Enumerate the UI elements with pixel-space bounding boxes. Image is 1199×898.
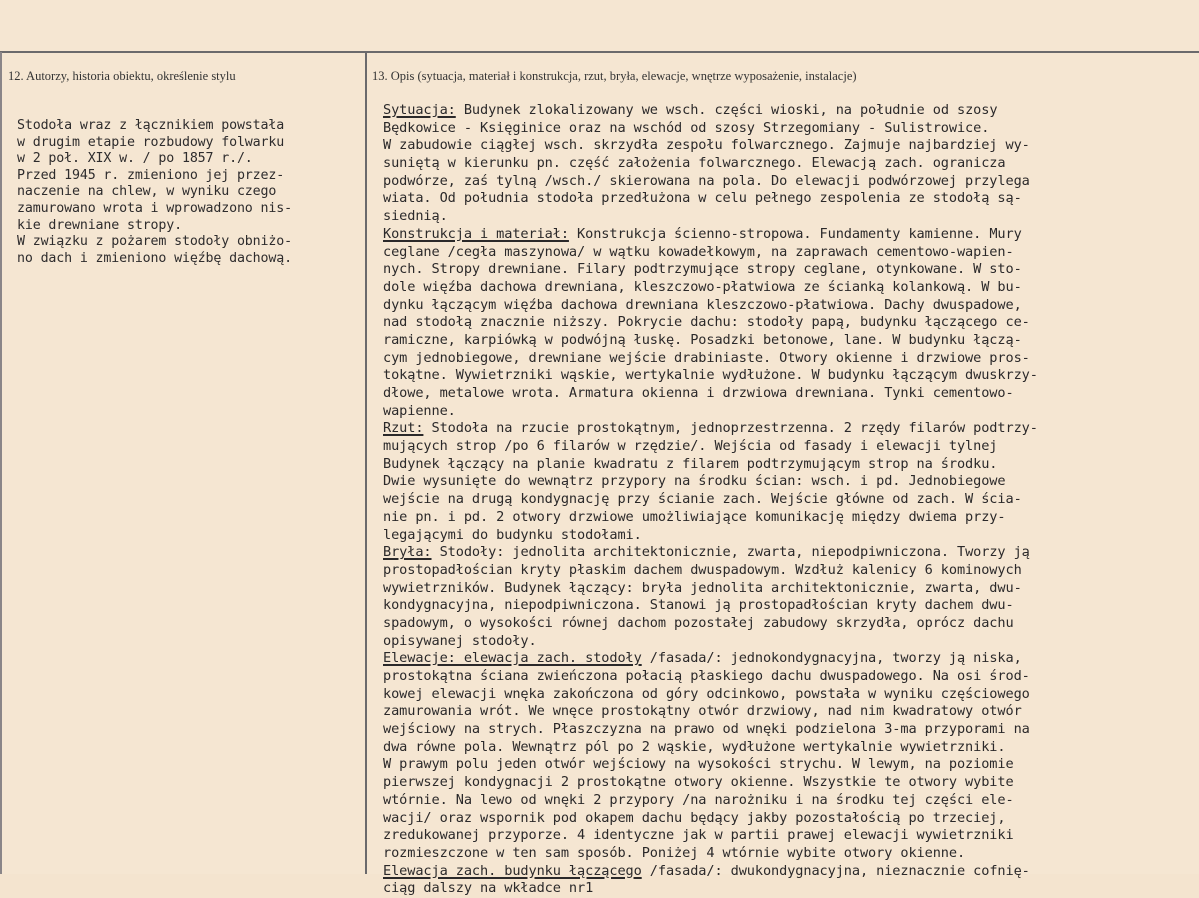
line-text: /fasada/: dwukondygnacyjna, nieznacznie cofnię- (641, 862, 1030, 879)
section-13-header: 13. Opis (sytuacja, materiał i konstrukcja, rzut, bryła, elewacje, wnętrze wyposażenie, instalacje) (372, 69, 857, 83)
line-text: Będkowice - Księginice oraz na wschód od szosy Strzegomiany - Sulistrowice. (383, 119, 990, 136)
line-text: nie pn. i pd. 2 otwory drzwiowe umożliwiające komunikację między dwiema przy- (383, 508, 1006, 525)
history-line: w 2 poł. XIX w. / po 1857 r./. (17, 151, 253, 167)
line-text: ramiczne, karpiówką w podwójną łuskę. Posadzki betonowe, lane. W budynku łączą- (383, 331, 1022, 348)
description-line (383, 456, 1038, 474)
section-label: Elewacje: elewacja zach. stodoły (383, 650, 642, 667)
history-line: Przed 1945 r. zmieniono jej przez- (17, 167, 285, 183)
line-text: dynku łączącym więźba dachowa drewniana kleszczowo-płatwiowa. Dachy dwuspadowe, (383, 296, 1022, 313)
description-line (383, 261, 1038, 279)
section-label: Sytuacja: (383, 102, 456, 118)
line-text: prostokątna ściana zwieńczona połacią płaskiego dachu dwuspadowego. Na osi środ- (383, 668, 1030, 684)
line-text: pierwszej kondygnacji 2 prostokątne otwory okienne. Wszystkie te otwory wybite (383, 774, 1014, 791)
description-line (383, 827, 1038, 845)
description-line (383, 527, 1038, 545)
description-line (383, 615, 1038, 633)
description-line (383, 544, 1038, 562)
line-text: wapienne. (383, 402, 456, 419)
line-text: kondygnacyjna, niepodpiwniczona. Stanowi ją prostopadłościan kryty dachem dwu- (383, 597, 1014, 614)
line-text: Budynek łączący na planie kwadratu z filarem podtrzymującym strop na środku. (383, 455, 998, 472)
line-text: kowej elewacji wnęka zakończona od góry odcinkowo, powstała w wyniku częściowego (383, 685, 1030, 702)
line-text: /fasada/: jednokondygnacyjna, tworzy ją niska, (641, 650, 1022, 667)
section-label: Elewacja zach. budynku łączącego (383, 862, 642, 879)
description-line (383, 297, 1038, 315)
description-line (383, 120, 1038, 138)
description-line (383, 438, 1038, 456)
section-label: Bryła: (383, 544, 432, 561)
description-line (383, 403, 1038, 421)
description-line (383, 739, 1038, 757)
line-text: wejście na drugą kondygnację przy ścianie zach. Wejście główne od zach. W ścia- (383, 491, 1022, 508)
history-text (17, 118, 292, 267)
description-line (383, 385, 1038, 403)
description-line (383, 208, 1038, 226)
description-line (383, 173, 1038, 191)
line-text: Konstrukcja ścienno-stropowa. Fundamenty kamienne. Mury (568, 225, 1022, 242)
line-text: Stodoła na rzucie prostokątnym, jednoprzestrzenna. 2 rzędy filarów podtrzy- (423, 420, 1038, 437)
description-line (383, 102, 1038, 120)
description-line (383, 650, 1038, 668)
line-text: dole więźba dachowa drewniana, kleszczowo-płatwiowa ze ścianką kolankową. W bu- (383, 278, 1022, 295)
history-line: kie drewniane stropy. (17, 217, 182, 233)
line-text: spadowym, o wysokości równej dachom pozostałej zabudowy skrzydła, oprócz dachu (383, 614, 1014, 631)
line-text: dwa równe pola. Wewnątrz pól po 2 wąskie, wydłużone wertykalnie wywietrzniki. (383, 738, 1006, 755)
line-text: W prawym polu jeden otwór wejściowy na wysokości strychu. W lewym, na poziomie (383, 756, 1014, 773)
line-text: tokątne. Wywietrzniki wąskie, wertykalnie wydłużone. W budynku łączącym dwuskrzy- (383, 367, 1038, 384)
section-label: Rzut: (383, 420, 424, 437)
section-label: Konstrukcja i materiał: (383, 225, 569, 242)
description-line (383, 279, 1038, 297)
description-line (383, 226, 1038, 244)
description-line (383, 703, 1038, 721)
description-line (383, 863, 1038, 881)
line-text: W zabudowie ciągłej wsch. skrzydła zespołu folwarcznego. Zajmuje najbardziej wy- (383, 137, 1030, 154)
description-line (383, 845, 1038, 863)
history-line: Stodoła wraz z łącznikiem powstała (17, 118, 285, 133)
description-line (383, 137, 1038, 155)
line-text: ceglane /cegła maszynowa/ w wątku kowadełkowym, na zaprawach cementowo-wapien- (383, 243, 1014, 260)
line-text: wywietrzników. Budynek łączący: bryła jednolita architektonicznie, zwarta, dwu- (383, 579, 1022, 596)
line-text: prostopadłościan kryty płaskim dachem dwuspadowym. Wzdłuż kalenicy 6 kominowych (383, 561, 1022, 578)
description-line (383, 190, 1038, 208)
line-text: ciąg dalszy na wkładce nr1 (383, 880, 594, 897)
left-edge-rule (0, 52, 2, 874)
line-text: wejściowy na strych. Płaszczyzna na prawo od wnęki podzielona 3-ma przyporami na (383, 721, 1030, 738)
line-text: wiata. Od południa stodoła przedłużona w celu pełnego zespolenia ze stodołą są- (383, 190, 1022, 207)
description-line (383, 473, 1038, 491)
description-line (383, 756, 1038, 774)
line-text: siednią. (383, 208, 448, 225)
section-12-header: 12. Autorzy, historia obiektu, określenie stylu (8, 69, 236, 83)
description-line (383, 686, 1038, 704)
line-text: nad stodołą znacznie niższy. Pokrycie dachu: stodoły papą, budynku łączącego ce- (383, 314, 1030, 331)
line-text: cym jednobiegowe, drewniane wejście drabiniaste. Otwory okienne i drzwiowe pros- (383, 349, 1030, 366)
line-text: podwórze, zaś tylną /wsch./ skierowana na pola. Do elewacji podwórzowej przylega (383, 172, 1030, 189)
line-text: zredukowanej przyporze. 4 identyczne jak w partii prawej elewacji wywietrzniki (383, 827, 1014, 844)
line-text: dłowe, metalowe wrota. Armatura okienna i drzwiowa drewniana. Tynki cementowo- (383, 385, 1014, 401)
top-rule (0, 51, 1199, 53)
line-text: zamurowania wrót. We wnęce prostokątny otwór drzwiowy, nad nim kwadratowy otwór (383, 703, 1022, 720)
history-line: naczenie na chlew, w wyniku czego (17, 184, 277, 200)
description-line (383, 367, 1038, 385)
description-line (383, 332, 1038, 350)
history-line: W związku z pożarem stodoły obniżo- (17, 234, 292, 250)
line-text: wacji/ oraz wspornik pod okapem dachu będący jakby pozostałością po trzeciej, (383, 809, 1006, 826)
line-text: opisywanej stodoły. (383, 632, 537, 649)
line-text: Budynek zlokalizowany we wsch. części wioski, na południe od szosy (455, 102, 998, 118)
line-text: mujących strop /po 6 filarów w rzędzie/. Wejścia od fasady i elewacji tylnej (383, 438, 998, 455)
description-line (383, 350, 1038, 368)
description-line (383, 810, 1038, 828)
line-text: Stodoły: jednolita architektonicznie, zwarta, niepodpiwniczona. Tworzy ją (431, 544, 1030, 561)
history-line: no dach i zmieniono więźbę dachową. (17, 250, 292, 266)
description-line (383, 244, 1038, 262)
history-line: zamurowano wrota i wprowadzono nis- (17, 200, 292, 216)
line-text: suniętą w kierunku pn. część założenia folwarcznego. Elewacją zach. ogranicza (383, 155, 1006, 172)
description-line (383, 509, 1038, 527)
description-line (383, 668, 1038, 686)
description-line (383, 721, 1038, 739)
description-line (383, 880, 1038, 898)
description-line (383, 314, 1038, 332)
description-line (383, 792, 1038, 810)
description-line (383, 155, 1038, 173)
column-divider (365, 52, 367, 874)
line-text: legającymi do budynku stodołami. (383, 526, 642, 543)
history-line: w drugim etapie rozbudowy folwarku (17, 134, 285, 150)
description-line (383, 633, 1038, 651)
description-line (383, 580, 1038, 598)
line-text: wtórnie. Na lewo od wnęki 2 przypory /na narożniku i na środku tej części ele- (383, 791, 1014, 808)
line-text: Dwie wysunięte do wewnątrz przypory na środku ścian: wsch. i pd. Jednobiegowe (383, 473, 1006, 490)
description-line (383, 774, 1038, 792)
description-text (383, 102, 1038, 898)
description-line (383, 597, 1038, 615)
line-text: nych. Stropy drewniane. Filary podtrzymujące stropy ceglane, otynkowane. W sto- (383, 261, 1022, 278)
description-line (383, 420, 1038, 438)
description-line (383, 562, 1038, 580)
description-line (383, 491, 1038, 509)
line-text: rozmieszczone w ten sam sposób. Poniżej 4 wtórnie wybite otwory okienne. (383, 844, 966, 861)
